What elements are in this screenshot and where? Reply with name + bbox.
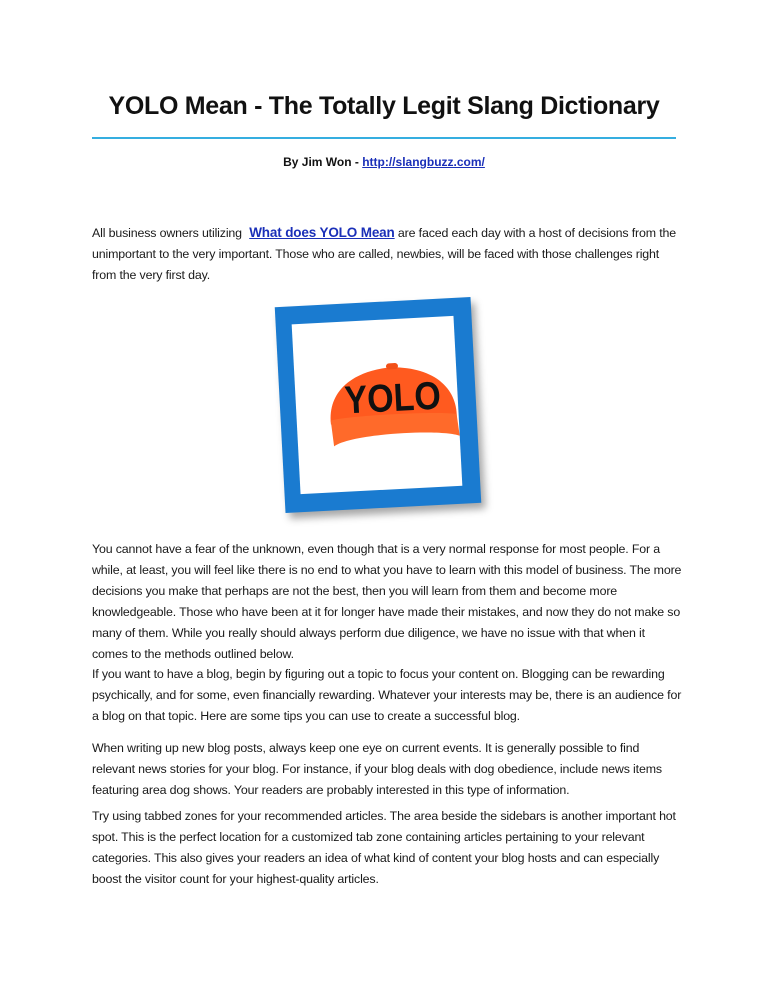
- paragraph-3: If you want to have a blog, begin by figuring out a topic to focus your content on. Blogging can be rewarding psychically, and for some, even financially rewarding. Whatever your interests may be, there is an audience for a blog on that topic. Here are some tips you can use to create a successful blog.: [92, 667, 682, 723]
- paragraph-4: When writing up new blog posts, always keep one eye on current events. It is generally possible to find relevant news stories for your blog. For instance, if your blog deals with dog obedience, include news items featuring area dog shows. Your readers are probably interested in this type of information.: [92, 741, 662, 797]
- picture-frame: [275, 297, 482, 513]
- svg-text:YOLO: YOLO: [343, 373, 442, 423]
- paragraph-5: Try using tabbed zones for your recommended articles. The area beside the sidebars is another important hot spot. This is the perfect location for a customized tab zone containing articles pertaining to your relevant categories. This also gives your readers an idea of what kind of content your blog hosts and can especially boost the visitor count for your highest-quality articles.: [92, 809, 676, 886]
- title-divider: [92, 137, 676, 139]
- yolo-cap-image: [272, 296, 494, 520]
- intro-text-before: All business owners utilizing: [92, 226, 246, 240]
- paragraph-2: You cannot have a fear of the unknown, even though that is a very normal response for most people. For a while, at least, you will feel like there is no end to what you have to learn with this model of business. The more decisions you make that perhaps are not the best, then you will learn from them and become more knowledgeable. Those who have been at it for longer have made their mistakes, and now they do not make so many of them. While you really should always perform due diligence, we have no issue with that when it comes to the methods outlined below.: [92, 542, 682, 661]
- byline-author: By Jim Won -: [283, 155, 363, 169]
- orange-cap-icon: [317, 347, 469, 464]
- intro-text-after: are faced each day with a host of decisions from the unimportant to the very important. Those who are called, newbies, will be faced with those challenges right from the very first day.: [92, 226, 676, 282]
- byline-link[interactable]: http://slangbuzz.com/: [362, 155, 485, 169]
- byline: [90, 155, 678, 169]
- paragraph-intro: [92, 222, 682, 286]
- page-title: YOLO Mean - The Totally Legit Slang Dictionary: [108, 92, 660, 120]
- what-does-yolo-mean-link[interactable]: What does YOLO Mean: [249, 225, 395, 240]
